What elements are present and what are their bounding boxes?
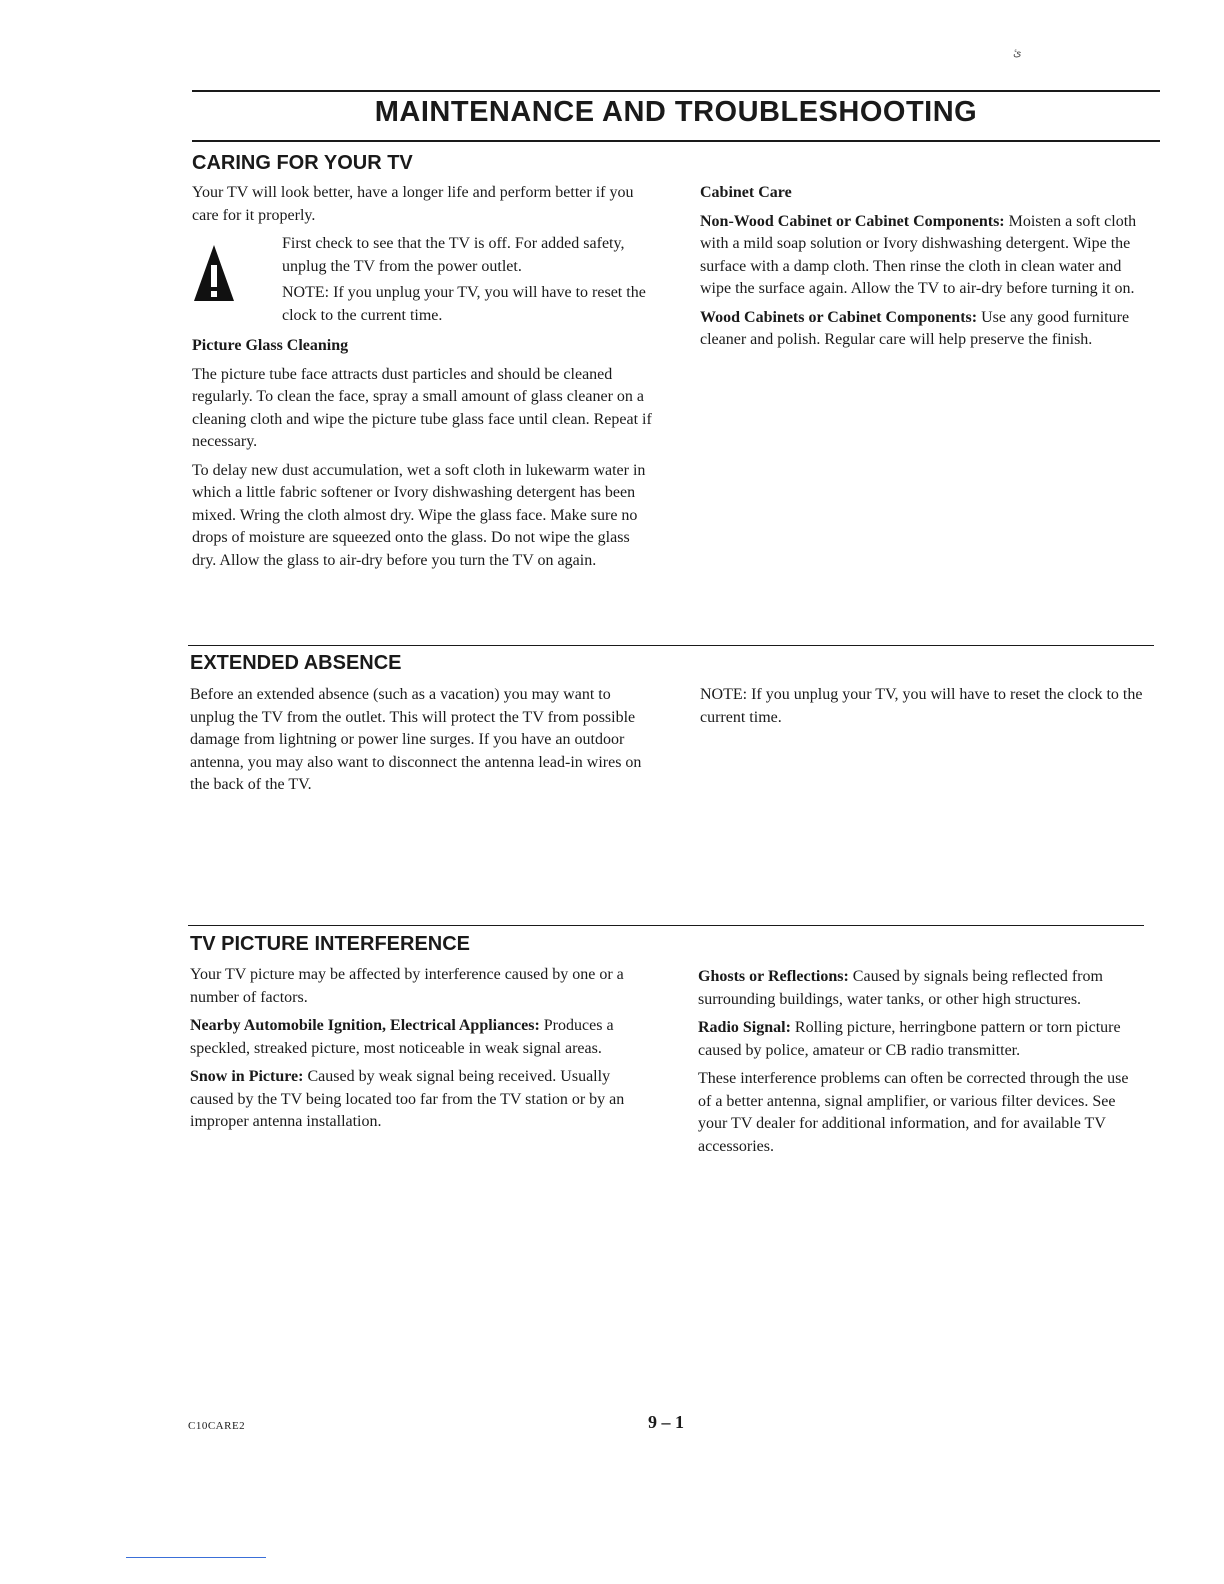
scan-artifact-line bbox=[126, 1557, 266, 1558]
ghosts-paragraph bbox=[698, 966, 1144, 1011]
nonwood-paragraph bbox=[700, 211, 1150, 301]
interference-intro: Your TV picture may be affected by interference caused by one or a number of factors. bbox=[190, 966, 624, 1006]
snow-label: Snow in Picture: bbox=[190, 1068, 304, 1085]
warning-triangle-icon bbox=[192, 243, 236, 303]
warning-text bbox=[282, 233, 652, 331]
title-top-rule bbox=[192, 90, 1160, 92]
footer-code: C10CARE2 bbox=[188, 1420, 246, 1432]
wood-label: Wood Cabinets or Cabinet Components: bbox=[700, 308, 978, 326]
radio-label: Radio Signal: bbox=[698, 1019, 791, 1036]
ignition-paragraph bbox=[190, 1015, 656, 1060]
page-title: MAINTENANCE AND TROUBLESHOOTING bbox=[374, 96, 978, 128]
ignition-text: Produces a speckled, streaked picture, most noticeable in weak signal areas. bbox=[190, 1017, 614, 1057]
caring-heading: CARING FOR YOUR TV bbox=[192, 152, 413, 174]
wood-paragraph bbox=[700, 307, 1150, 352]
cabinet-care-heading: Cabinet Care bbox=[700, 184, 792, 201]
warning-block bbox=[192, 233, 652, 331]
glass-cleaning-p2: To delay new dust accumulation, wet a soft cloth in lukewarm water in which a little fabric softener or Ivory dishwashing detergent has been mixed. Wring the cloth almost dry. Wipe the glass face. Make sure no drops of moisture are squeezed onto the glass. Do not wipe the glass dry. Allow the glass to air-dry before you turn the TV on again. bbox=[192, 461, 646, 569]
caring-right-column bbox=[700, 182, 1150, 358]
radio-paragraph bbox=[698, 1017, 1144, 1062]
interference-rule bbox=[188, 925, 1144, 926]
absence-note: NOTE: If you unplug your TV, you will have to reset the clock to the current time. bbox=[700, 686, 1143, 726]
caring-left-column bbox=[192, 182, 652, 578]
caring-intro: Your TV will look better, have a longer life and perform better if you care for it properly. bbox=[192, 184, 634, 224]
glass-cleaning-p1: The picture tube face attracts dust particles and should be cleaned regularly. To clean the face, spray a small amount of glass cleaner on a cleaning cloth and wipe the picture tube glass face until clean. Repeat if necessary. bbox=[192, 365, 652, 450]
absence-left-column bbox=[190, 684, 652, 803]
radio-text: Rolling picture, herringbone pattern or torn picture caused by police, amateur or CB radio transmitter. bbox=[698, 1019, 1121, 1059]
wood-text: Use any good furniture cleaner and polish. Regular care will help preserve the finish. bbox=[700, 308, 1130, 348]
corner-mark: ئ bbox=[1013, 47, 1022, 59]
page-number: 9 – 1 bbox=[648, 1412, 684, 1432]
absence-right-column bbox=[700, 684, 1150, 735]
interference-heading: TV PICTURE INTERFERENCE bbox=[190, 933, 471, 955]
correction-paragraph: These interference problems can often be corrected through the use of a better antenna, signal amplifier, or various filter devices. See your TV dealer for additional information, and for available TV accessories. bbox=[698, 1070, 1129, 1155]
nonwood-text: Moisten a soft cloth with a mild soap solution or Ivory dishwashing detergent. Wipe the surface with a damp cloth. Then rinse the cloth in clean water and wipe the surface again. Allow the TV to air-dry before turning it on. bbox=[700, 212, 1137, 297]
absence-text: Before an extended absence (such as a vacation) you may want to unplug the TV from the outlet. This will protect the TV from possible damage from lightning or power line surges. If you have an outdoor antenna, you may also want to disconnect the antenna lead-in wires on the back of the TV. bbox=[190, 686, 642, 793]
title-bottom-rule bbox=[192, 140, 1160, 142]
interference-left-column bbox=[190, 964, 656, 1140]
absence-rule bbox=[188, 645, 1154, 646]
ghosts-label: Ghosts or Reflections: bbox=[698, 968, 849, 985]
warning-text-1: First check to see that the TV is off. For added safety, unplug the TV from the power outlet. bbox=[282, 235, 625, 275]
glass-cleaning-heading: Picture Glass Cleaning bbox=[192, 337, 349, 354]
warning-icon bbox=[192, 233, 282, 331]
snow-paragraph bbox=[190, 1066, 656, 1134]
warning-text-2: NOTE: If you unplug your TV, you will have to reset the clock to the current time. bbox=[282, 284, 646, 324]
ghosts-text: Caused by signals being reflected from surrounding buildings, water tanks, or other high structures. bbox=[698, 968, 1103, 1008]
snow-text: Caused by weak signal being received. Usually caused by the TV being located too far from the TV station or by an improper antenna installation. bbox=[190, 1068, 625, 1130]
interference-right-column bbox=[698, 966, 1144, 1164]
absence-heading: EXTENDED ABSENCE bbox=[190, 652, 402, 674]
nonwood-label: Non-Wood Cabinet or Cabinet Components: bbox=[700, 212, 1005, 230]
ignition-label: Nearby Automobile Ignition, Electrical Appliances: bbox=[190, 1017, 540, 1034]
